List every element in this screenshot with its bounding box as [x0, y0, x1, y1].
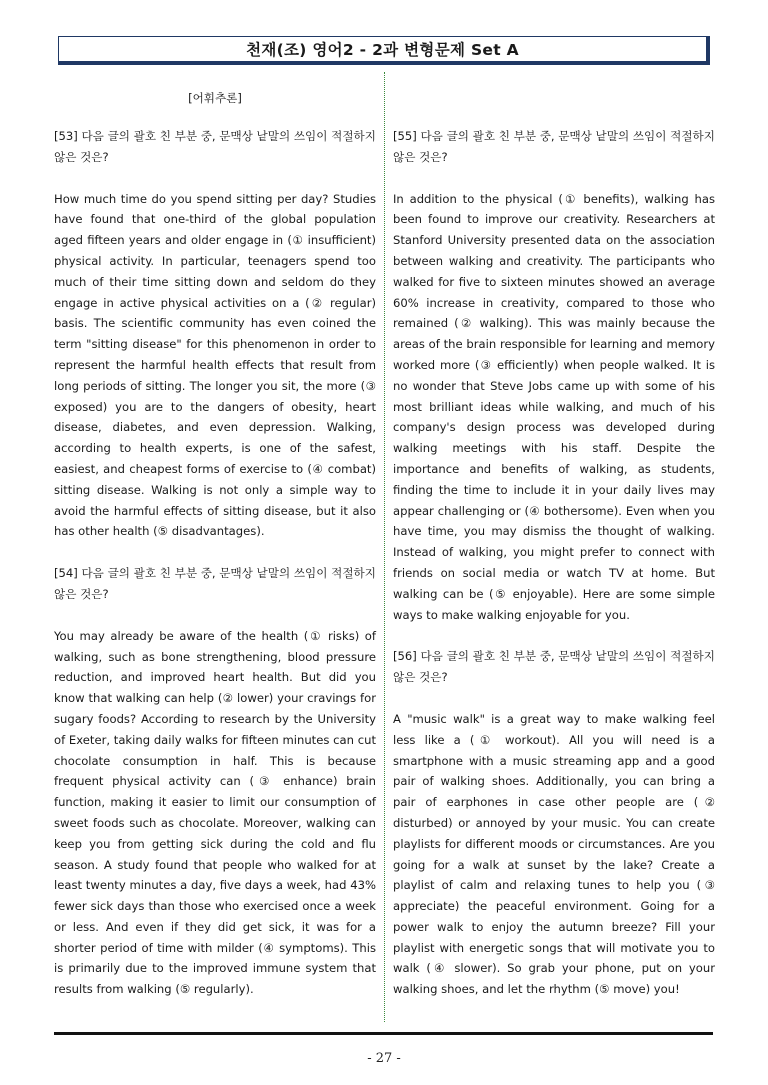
right-column	[393, 88, 715, 1000]
question-55: [55] 다음 글의 괄호 친 부분 중, 문맥상 낱말의 쓰임이 적절하지 않은 것은?	[393, 129, 715, 164]
page-title: 천재(조) 영어2 - 2과 변형문제 Set A	[58, 36, 710, 65]
left-column	[54, 88, 376, 1000]
bottom-rule	[54, 1032, 713, 1035]
column-divider	[384, 72, 385, 1022]
passage-55: In addition to the physical (① benefits), walking has been found to improve our creativity. Researchers at Stanford University presented data on the association between walking and creativity. The participants who walked for five to sixteen minutes showed an average 60% increase in creativity, compared to those who remained (② walking). This was mainly because the areas of the brain responsible for learning and memory worked more (③ efficiently) when people walked. It is no wonder that Steve Jobs came up with some of his most brilliant ideas while walking, and much of his company's design process was developed during walking meetings with his staff. Despite the importance and benefits of walking, as students, finding the time to include it in your daily lives may appear challenging or (④ bothersome). Even when you have time, you may dismiss the thought of walking. Instead of walking, you might prefer to connect with friends on social media or watch TV at home. But walking can be (⑤ enjoyable). Here are some simple ways to make walking enjoyable for you.	[393, 191, 715, 622]
section-tag: [어휘추론]	[188, 91, 242, 105]
question-54: [54] 다음 글의 괄호 친 부분 중, 문맥상 낱말의 쓰임이 적절하지 않은 것은?	[54, 566, 376, 601]
question-56: [56] 다음 글의 괄호 친 부분 중, 문맥상 낱말의 쓰임이 적절하지 않은 것은?	[393, 649, 715, 685]
passage-54: You may already be aware of the health (① risks) of walking, such as bone strengthening, blood pressure reduction, and improved heart health. But did you know that walking can help (② lower) your cravings for sugary foods? According to research by the University of Exeter, taking daily walks for fifteen minutes can cut chocolate consumption in half. This is because frequent physical activity can (③ enhance) brain function, making it easier to limit our consumption of sweet foods such as chocolate. Moreover, walking can keep you from getting sick during the cold and flu season. A study found that people who walked for at least twenty minutes a day, five days a week, had 43% fewer sick days than those who exercised once a week or less. And even if they did get sick, it was for a shorter period of time with milder (④ symptoms). This is primarily due to the improved immune system that results from walking (⑤ regularly).	[54, 628, 376, 997]
passage-56: A "music walk" is a great way to make walking feel less like a (① workout). All you will need is a smartphone with a music streaming app and a good pair of walking shoes. Additionally, you can bring a pair of earphones in case other people are (② disturbed) or annoyed by your music. You can create playlists for different moods or circumstances. Are you going for a walk at sunset by the lake? Create a playlist of calm and relaxing tunes to help you (③ appreciate) the peaceful environment. Going for a power walk to enjoy the autumn breeze? Fill your playlist with energetic songs that will motivate you to walk (④ slower). So grab your phone, put on your walking shoes, and let the rhythm (⑤ move) you!	[393, 711, 715, 997]
question-53: [53] 다음 글의 괄호 친 부분 중, 문맥상 낱말의 쓰임이 적절하지 않은 것은?	[54, 129, 376, 164]
page-number: - 27 -	[367, 1051, 401, 1066]
passage-53: How much time do you spend sitting per day? Studies have found that one-third of the global population aged fifteen years and older engage in (① insufficient) physical activity. In particular, teenagers spend too much of their time sitting down and seldom do they engage in active physical activities on a (② regular) basis. The scientific community has even coined the term "sitting disease" for this phenomenon in order to represent the harmful health effects that result from long periods of sitting. The longer you sit, the more (③ exposed) you are to the dangers of obesity, heart disease, diabetes, and even depression. Walking, according to health experts, is one of the safest, easiest, and cheapest forms of exercise to (④ combat) sitting disease. Walking is not only a simple way to avoid the harmful effects of sitting disease, but it also has other health (⑤ disadvantages).	[54, 191, 376, 539]
section-tag-spacer	[393, 88, 715, 108]
